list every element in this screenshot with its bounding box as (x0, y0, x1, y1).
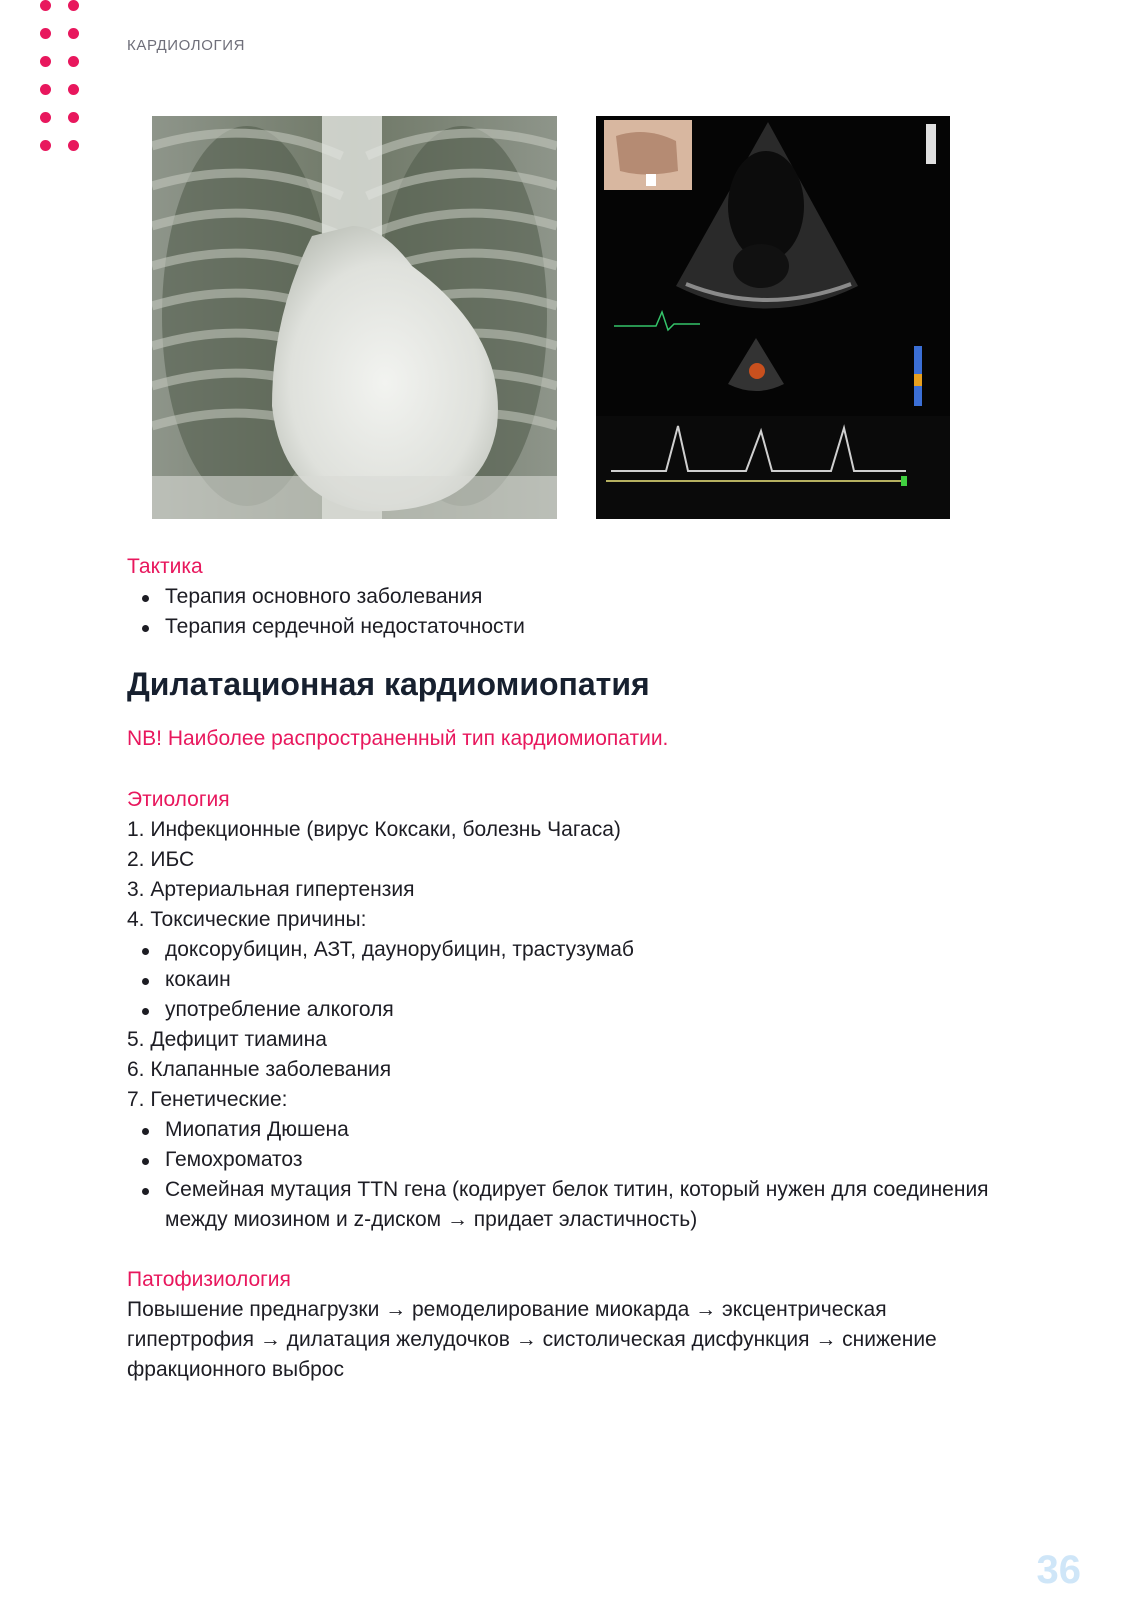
running-head: КАРДИОЛОГИЯ (127, 37, 246, 54)
etiology-heading: Этиология (127, 788, 230, 811)
list-item: кокаин (127, 965, 1027, 995)
etiology-item: 7. Генетические: (127, 1088, 288, 1111)
list-item: Семейная мутация TTN гена (кодирует белок титин, который нужен для соединения между миозином и z-диском → придает эластичность) (127, 1175, 995, 1235)
etiology-item: 1. Инфекционные (вирус Коксаки, болезнь Чагаса) (127, 818, 621, 841)
pathophysiology-text: Повышение преднагрузки → ремоделирование миокарда → эксцентрическая гипертрофия → дилатация желудочков → систолическая дисфункция → снижение фракционного выброс (127, 1298, 937, 1381)
list-item: Терапия основного заболевания (127, 582, 1027, 612)
list-item: употребление алкоголя (127, 995, 1027, 1025)
pathophysiology-heading: Патофизиология (127, 1268, 291, 1291)
section-title: Дилатационная кардиомиопатия (127, 666, 650, 702)
list-item: Миопатия Дюшена (127, 1115, 1027, 1145)
etiology-item: 2. ИБС (127, 848, 195, 871)
etiology-item: 5. Дефицит тиамина (127, 1028, 327, 1051)
page-number: 36 (1036, 1548, 1081, 1592)
etiology-item: 3. Артериальная гипертензия (127, 878, 415, 901)
echocardiography-doppler-image (596, 116, 950, 519)
list-item: доксорубицин, АЗТ, даунорубицин, трастузумаб (127, 935, 1027, 965)
chest-xray-image (152, 116, 557, 519)
genetic-causes-list (127, 1115, 1027, 1235)
etiology-item: 6. Клапанные заболевания (127, 1058, 392, 1081)
nb-note: NB! Наиболее распространенный тип кардиомиопатии. (127, 727, 669, 750)
list-item: Терапия сердечной недостаточности (127, 612, 1027, 642)
tactics-list (127, 582, 1027, 642)
list-item: Гемохроматоз (127, 1145, 1027, 1175)
etiology-item: 4. Токсические причины: (127, 908, 367, 931)
decorative-dots (40, 0, 84, 160)
tactics-heading: Тактика (127, 555, 203, 578)
toxic-causes-list (127, 935, 1027, 1025)
